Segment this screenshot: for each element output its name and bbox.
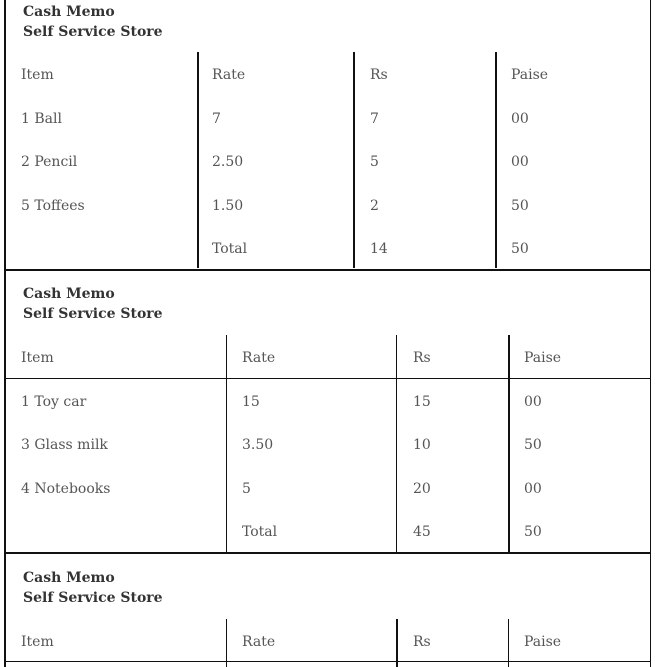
header-rs: Rs — [413, 350, 431, 366]
column-divider — [226, 335, 227, 553]
header-rate: Rate — [212, 67, 246, 83]
column-divider — [197, 52, 199, 268]
rs-cell: 5 — [370, 154, 379, 170]
item-cell: 2 Pencil — [21, 154, 78, 170]
memo-store-name: Self Service Store — [23, 24, 163, 40]
column-divider — [495, 52, 497, 268]
column-divider — [226, 619, 227, 667]
header-rs: Rs — [413, 634, 431, 650]
rate-cell: 2.50 — [212, 154, 244, 170]
paise-cell: 50 — [524, 437, 542, 453]
item-cell: 3 Glass milk — [21, 437, 108, 453]
header-item: Item — [21, 67, 54, 83]
rate-cell: 3.50 — [242, 437, 274, 453]
paise-cell: 00 — [511, 111, 529, 127]
total-paise: 50 — [511, 241, 529, 257]
rs-cell: 7 — [370, 111, 379, 127]
header-item: Item — [21, 634, 54, 650]
paise-cell: 00 — [524, 394, 542, 410]
total-rs: 45 — [413, 524, 431, 540]
rate-cell: 1.50 — [212, 198, 244, 214]
header-underline — [6, 378, 651, 379]
item-cell: 4 Notebooks — [21, 481, 111, 497]
header-item: Item — [21, 350, 54, 366]
header-paise: Paise — [511, 67, 549, 83]
rs-cell: 20 — [413, 481, 431, 497]
item-cell: 1 Ball — [21, 111, 62, 127]
item-cell: 1 Toy car — [21, 394, 87, 410]
paise-cell: 00 — [511, 154, 529, 170]
memo-title: Cash Memo — [23, 4, 115, 20]
header-paise: Paise — [524, 634, 562, 650]
column-divider — [508, 335, 510, 553]
memo-title: Cash Memo — [23, 286, 115, 302]
total-label: Total — [242, 524, 278, 540]
total-label: Total — [212, 241, 248, 257]
header-rs: Rs — [370, 67, 388, 83]
rs-cell: 2 — [370, 198, 379, 214]
rate-cell: 15 — [242, 394, 260, 410]
cash-memo-3 — [4, 555, 651, 667]
rate-cell: 5 — [242, 481, 251, 497]
header-rate: Rate — [242, 350, 276, 366]
header-rate: Rate — [242, 634, 276, 650]
column-divider — [353, 52, 355, 268]
header-underline — [6, 661, 651, 662]
memo-title: Cash Memo — [23, 570, 115, 586]
paise-cell: 50 — [511, 198, 529, 214]
column-divider — [396, 335, 397, 553]
total-paise: 50 — [524, 524, 542, 540]
column-divider — [508, 619, 509, 667]
cash-memo-1 — [4, 0, 651, 271]
column-divider — [396, 619, 398, 667]
rs-cell: 10 — [413, 437, 431, 453]
memo-store-name: Self Service Store — [23, 590, 163, 606]
memo-store-name: Self Service Store — [23, 306, 163, 322]
cash-memo-2 — [4, 271, 651, 555]
rate-cell: 7 — [212, 111, 221, 127]
header-paise: Paise — [524, 350, 562, 366]
paise-cell: 00 — [524, 481, 542, 497]
memo-divider — [6, 552, 651, 554]
rs-cell: 15 — [413, 394, 431, 410]
total-rs: 14 — [370, 241, 388, 257]
item-cell: 5 Toffees — [21, 198, 85, 214]
